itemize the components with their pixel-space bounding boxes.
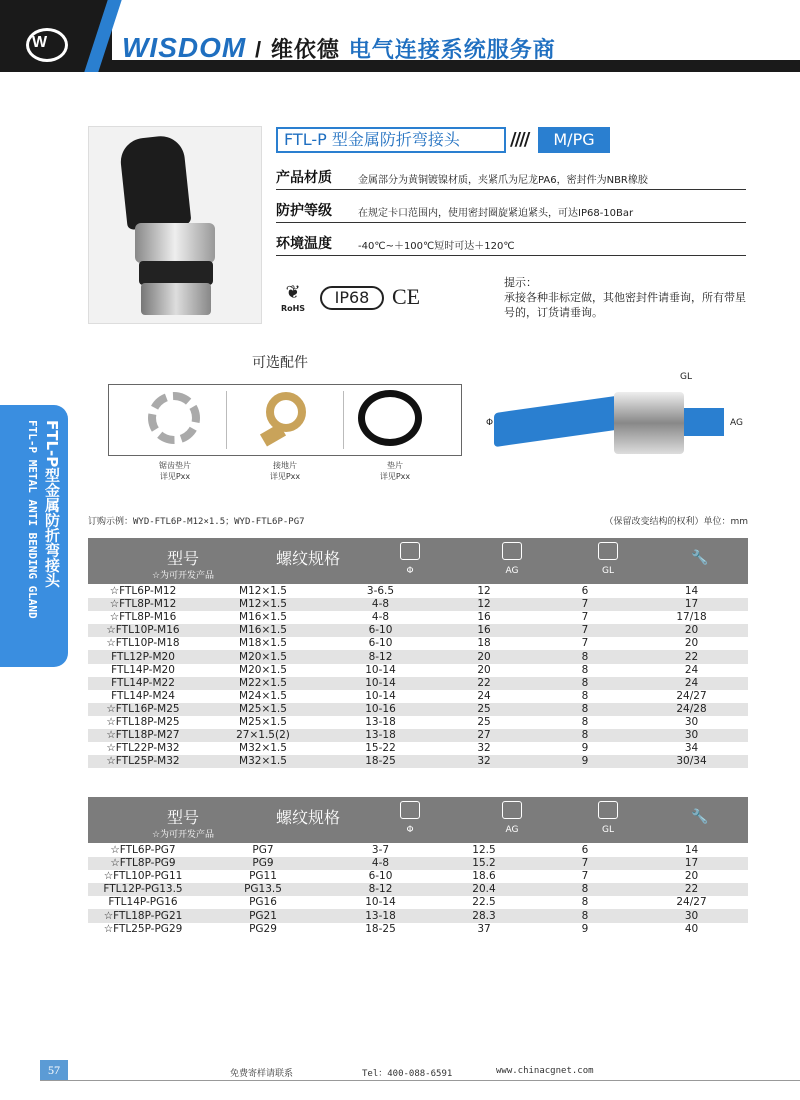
cell-model: FTL14P-M22: [88, 677, 198, 690]
page-number: 57: [40, 1060, 68, 1080]
header-ag: AG: [505, 566, 519, 576]
cell-model: ☆FTL16P-M25: [88, 703, 198, 716]
diagram-cable: [494, 395, 624, 447]
gl-label: GL: [680, 372, 692, 382]
cross-section-diagram: [484, 370, 754, 470]
cell-thread: PG21: [198, 909, 328, 922]
cell-cable-range: 18-25: [328, 755, 433, 768]
cell-cable-range: 6-10: [328, 624, 433, 637]
brand-tagline: 电气连接系统服务商: [348, 37, 556, 62]
cell-thread: PG9: [198, 857, 328, 870]
gl-icon: [598, 542, 618, 560]
prop-material: [276, 167, 746, 190]
brand-slash: /: [255, 37, 263, 62]
cell-wrench: 24: [635, 677, 748, 690]
cell-cable-range: 10-16: [328, 703, 433, 716]
accessory-name: 锯齿垫片: [159, 461, 191, 470]
cell-gl: 8: [581, 896, 589, 909]
prop-key: 防护等级: [276, 203, 332, 219]
wrench-icon: 🔧: [691, 809, 709, 825]
prop-temperature: [276, 233, 746, 256]
cell-gl: 9: [535, 755, 635, 768]
table-row: [88, 923, 748, 936]
cell-gl: 7: [581, 611, 589, 624]
wrench-icon: 🔧: [691, 550, 709, 566]
cell-model: ☆FTL18P-M25: [106, 715, 180, 728]
cell-gl: 8: [535, 703, 635, 716]
accessory-label: [350, 460, 440, 482]
pg-table: [88, 844, 748, 936]
table-row: [88, 755, 748, 768]
cell-model: FTL14P-PG16: [108, 896, 178, 909]
cell-thread: M24×1.5: [239, 689, 287, 702]
cell-wrench: 30/34: [635, 755, 748, 768]
cell-model: ☆FTL22P-M32: [106, 742, 180, 755]
cell-ag: 12: [477, 585, 491, 598]
cell-gl: 8: [535, 677, 635, 690]
cell-gl: 8: [535, 883, 635, 896]
units-note: （保留改变结构的权利）单位：mm: [604, 517, 748, 527]
cell-gl: 8: [535, 650, 635, 663]
cell-thread: PG29: [249, 922, 277, 935]
cell-gl: 7: [535, 598, 635, 611]
divider: [226, 391, 227, 449]
cell-wrench: 20: [684, 637, 699, 650]
header-ag: AG: [505, 825, 519, 835]
cell-cable-range: 10-14: [365, 896, 396, 909]
phi-label: Φ: [486, 418, 494, 428]
table-row: [88, 690, 748, 703]
cell-model: ☆FTL10P-M16: [88, 624, 198, 637]
cell-ag: 32: [477, 742, 491, 755]
table-row: [88, 598, 748, 611]
cell-ag: 22: [433, 677, 535, 690]
cell-gl: 7: [581, 870, 589, 883]
cell-wrench: 20: [684, 870, 699, 883]
header-model: 型号: [166, 549, 199, 568]
cell-thread: M20×1.5: [198, 650, 328, 663]
cell-wrench: 22: [635, 883, 748, 896]
cell-wrench: 17: [635, 598, 748, 611]
seal-ring-icon: [358, 390, 422, 446]
cell-model: ☆FTL10P-M18: [106, 637, 180, 650]
header-model-note: ☆为可开发产品: [151, 571, 215, 581]
cell-gl: 8: [581, 663, 589, 676]
cell-ag: 16: [477, 611, 491, 624]
ground-lug-icon: [266, 392, 306, 432]
cell-cable-range: 3-7: [371, 844, 390, 857]
cell-wrench: 30: [635, 729, 748, 742]
ag-icon: [502, 542, 522, 560]
cell-thread: M18×1.5: [239, 637, 287, 650]
tips-title: 提示：: [504, 276, 537, 289]
cell-ag: 12: [433, 598, 535, 611]
cell-gl: 7: [535, 624, 635, 637]
cell-gl: 7: [581, 637, 589, 650]
side-tab-cn: FTL-P型金属防折弯接头: [43, 420, 61, 588]
cell-model: ☆FTL10P-PG11: [103, 870, 183, 883]
table-row: [88, 896, 748, 909]
cell-wrench: 17: [635, 857, 748, 870]
cell-cable-range: 8-12: [328, 883, 433, 896]
header-gl: GL: [602, 825, 614, 835]
cell-thread: M12×1.5: [198, 598, 328, 611]
table-row: [88, 637, 748, 650]
cell-gl: 9: [581, 922, 589, 935]
cell-cable-range: 4-8: [328, 857, 433, 870]
cell-gl: 6: [581, 585, 589, 598]
product-title-text: FTL-P 型金属防折弯接头: [276, 127, 506, 153]
footer-sample: 免费寄样请联系: [230, 1069, 294, 1079]
tips: [504, 275, 754, 320]
accessory-ref[interactable]: 详见Pxx: [159, 472, 191, 481]
tips-body: 承接各种非标定做，其他密封件请垂询，所有带星号的，订货请垂询。: [504, 291, 746, 319]
header-phi: Φ: [406, 566, 414, 576]
cell-cable-range: 3-6.5: [366, 585, 395, 598]
logo-mark: W: [32, 34, 48, 51]
brand-line: [122, 32, 556, 64]
cell-cable-range: 8-12: [328, 650, 433, 663]
cell-ag: 27: [433, 729, 535, 742]
cell-wrench: 40: [684, 922, 699, 935]
certifications: [276, 282, 436, 318]
gl-icon: [598, 801, 618, 819]
table-row: [88, 729, 748, 742]
header-model: 型号: [166, 808, 199, 827]
cell-ag: 16: [433, 624, 535, 637]
cell-cable-range: 15-22: [365, 742, 396, 755]
table-row: [88, 742, 748, 755]
cell-thread: M32×1.5: [239, 742, 287, 755]
table-row: [88, 870, 748, 883]
accessory-ref[interactable]: 详见Pxx: [379, 472, 411, 481]
cell-thread: M25×1.5: [198, 703, 328, 716]
cell-model: ☆FTL25P-M32: [88, 755, 198, 768]
accessories-title: 可选配件: [252, 355, 308, 371]
serrated-washer-icon: [148, 392, 200, 444]
cell-ag: 20: [477, 663, 491, 676]
cell-cable-range: 13-18: [328, 909, 433, 922]
table-row: [88, 909, 748, 922]
footer-rule: [40, 1080, 800, 1081]
table-row: [88, 857, 748, 870]
cell-ag: 32: [433, 755, 535, 768]
cell-model: ☆FTL8P-M16: [109, 611, 177, 624]
divider: [343, 391, 344, 449]
cell-gl: 8: [535, 729, 635, 742]
cell-thread: PG11: [249, 870, 277, 883]
cell-model: FTL14P-M20: [111, 663, 175, 676]
product-photo: [88, 126, 262, 324]
photo-boot: [118, 134, 191, 230]
brand-name: WISDOM: [122, 32, 247, 63]
order-example: 订购示例：WYD-FTL6P-M12×1.5；WYD-FTL6P-PG7: [88, 517, 305, 527]
title-stripes: ////: [510, 129, 529, 150]
table-row: [88, 716, 748, 729]
cell-ag: 20.4: [433, 883, 535, 896]
thread-type-badge: M/PG: [538, 127, 610, 153]
table-header-pg: [88, 797, 748, 843]
cell-ag: 22.5: [472, 896, 496, 909]
ag-label: AG: [730, 418, 743, 428]
table-row: [88, 883, 748, 896]
cell-model: ☆FTL8P-M12: [88, 598, 198, 611]
footer-website[interactable]: www.chinacgnet.com: [496, 1066, 594, 1076]
cell-cable-range: 13-18: [328, 729, 433, 742]
footer-tel[interactable]: Tel：400-088-6591: [362, 1069, 453, 1079]
cell-wrench: 30: [635, 909, 748, 922]
prop-protection: [276, 200, 746, 223]
metric-table: [88, 585, 748, 768]
table-header-metric: [88, 538, 748, 584]
photo-seal: [139, 261, 213, 285]
cell-ag: 15.2: [433, 857, 535, 870]
product-title: [276, 127, 606, 153]
cell-wrench: 17/18: [676, 611, 707, 624]
cell-wrench: 24: [684, 663, 699, 676]
cell-thread: PG16: [249, 896, 277, 909]
cell-cable-range: 10-14: [365, 663, 396, 676]
header-thread: 螺纹规格: [275, 808, 340, 827]
cell-thread: M16×1.5: [239, 611, 287, 624]
cell-model: ☆FTL6P-PG7: [110, 844, 176, 857]
side-tab-en: FTL-P METAL ANTI BENDING GLAND: [26, 420, 39, 619]
cell-wrench: 22: [635, 650, 748, 663]
prop-key: 环境温度: [276, 236, 332, 252]
cell-cable-range: 4-8: [328, 598, 433, 611]
brand-cn-name: 维依德: [270, 37, 340, 62]
table-row: [88, 650, 748, 663]
cable-range-icon: [400, 542, 420, 560]
cell-ag: 25: [477, 715, 491, 728]
cell-thread: M20×1.5: [239, 663, 287, 676]
cell-cable-range: 6-10: [368, 637, 393, 650]
cell-cable-range: 13-18: [365, 715, 396, 728]
cell-ag: 24: [477, 689, 491, 702]
header-phi: Φ: [406, 825, 414, 835]
cable-range-icon: [400, 801, 420, 819]
accessory-name: 垫片: [387, 461, 403, 470]
table-row: [88, 703, 748, 716]
cell-gl: 8: [581, 689, 589, 702]
cell-model: ☆FTL6P-M12: [109, 585, 177, 598]
table-row: [88, 585, 748, 598]
cell-thread: PG7: [252, 844, 274, 857]
cell-model: FTL12P-PG13.5: [88, 883, 198, 896]
accessory-label: [130, 460, 220, 482]
prop-value: 在规定卡口范围内，使用密封圈旋紧迫紧头，可达IP68-10Bar: [358, 208, 634, 219]
cell-gl: 9: [581, 742, 589, 755]
cell-model: FTL12P-M20: [88, 650, 198, 663]
cell-model: FTL14P-M24: [111, 689, 175, 702]
cell-cable-range: 18-25: [365, 922, 396, 935]
diagram-thread: [684, 408, 724, 436]
cell-ag: 25: [433, 703, 535, 716]
cell-wrench: 34: [684, 742, 699, 755]
cell-wrench: 24/27: [676, 689, 707, 702]
cell-thread: M22×1.5: [198, 677, 328, 690]
cell-model: ☆FTL18P-M27: [88, 729, 198, 742]
cell-wrench: 24/27: [676, 896, 707, 909]
prop-value: 金属部分为黄铜镀镍材质，夹紧爪为尼龙PA6，密封件为NBR橡胶: [358, 175, 648, 186]
header-thread: 螺纹规格: [275, 549, 340, 568]
table-row: [88, 844, 748, 857]
cell-ag: 20: [433, 650, 535, 663]
cell-wrench: 14: [684, 844, 699, 857]
header-gl: GL: [602, 566, 614, 576]
cell-wrench: 24/28: [635, 703, 748, 716]
cell-cable-range: 4-8: [371, 611, 390, 624]
table-row: [88, 664, 748, 677]
prop-value: -40℃~＋100℃短时可达＋120℃: [358, 241, 515, 252]
photo-dome-nut: [135, 223, 215, 263]
cell-model: ☆FTL25P-PG29: [103, 922, 183, 935]
cell-gl: 6: [581, 844, 589, 857]
cell-thread: M16×1.5: [198, 624, 328, 637]
accessory-label: [240, 460, 330, 482]
cell-gl: 7: [535, 857, 635, 870]
cell-thread: M25×1.5: [239, 715, 287, 728]
ce-mark: CE: [392, 284, 421, 309]
cell-thread: M12×1.5: [239, 585, 287, 598]
header-model-note: ☆为可开发产品: [151, 830, 215, 840]
cell-cable-range: 10-14: [328, 677, 433, 690]
prop-key: 产品材质: [276, 170, 332, 186]
table-row: [88, 611, 748, 624]
page-header: [0, 0, 800, 72]
photo-thread: [141, 283, 211, 315]
cell-ag: 28.3: [433, 909, 535, 922]
rohs-icon: ❦ RoHS: [280, 282, 306, 313]
accessory-name: 接地片: [273, 461, 297, 470]
cell-thread: PG13.5: [198, 883, 328, 896]
cell-ag: 18: [477, 637, 491, 650]
cell-thread: M32×1.5: [198, 755, 328, 768]
table-row: [88, 624, 748, 637]
ag-icon: [502, 801, 522, 819]
cell-cable-range: 6-10: [368, 870, 393, 883]
cell-thread: 27×1.5(2): [198, 729, 328, 742]
cell-cable-range: 10-14: [365, 689, 396, 702]
rohs-label: RoHS: [280, 304, 306, 313]
cell-ag: 18.6: [472, 870, 496, 883]
table-row: [88, 677, 748, 690]
accessory-ref[interactable]: 详见Pxx: [269, 472, 301, 481]
diagram-body: [614, 392, 684, 454]
cell-model: ☆FTL8P-PG9: [88, 857, 198, 870]
ip68-badge: IP68: [320, 286, 384, 310]
cell-gl: 8: [581, 715, 589, 728]
cell-ag: 37: [477, 922, 491, 935]
cell-wrench: 20: [635, 624, 748, 637]
cell-gl: 8: [535, 909, 635, 922]
side-tab-text: [8, 420, 62, 619]
cell-wrench: 14: [684, 585, 699, 598]
cell-model: ☆FTL18P-PG21: [88, 909, 198, 922]
cell-ag: 12.5: [472, 844, 496, 857]
cell-wrench: 30: [684, 715, 699, 728]
